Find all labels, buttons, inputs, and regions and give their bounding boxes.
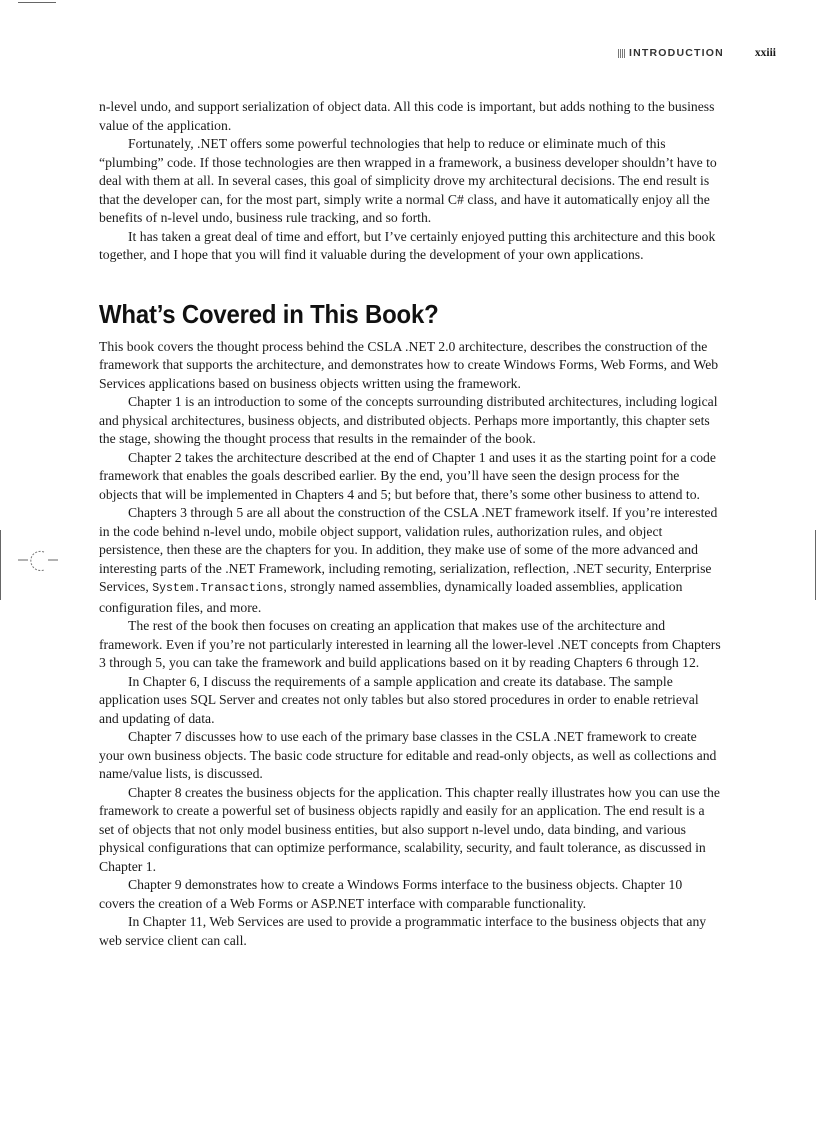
section-paragraph-chapter-6: In Chapter 6, I discuss the requirements of a sample application and create its database. The sample application uses SQL Server and creates not only tables but also stored procedures in order to enable retrieval and updating of data. bbox=[99, 673, 699, 726]
crop-mark-left-edge bbox=[0, 530, 1, 600]
page-body bbox=[99, 98, 721, 950]
running-head-marker-icon bbox=[618, 49, 626, 58]
chapters-3-5-text-before: Chapters 3 through 5 are all about the construction of the CSLA .NET framework itself. If you’re interested in the code behind n-level undo, mobile object support, validation rules, authorization rules, and object persistence, then these are the chapters for you. In addition, they make use of some of the more advanced and interesting parts of the .NET Framework, including remoting, serialization, reflection, .NET security, Enterprise Services, bbox=[99, 505, 718, 594]
section-paragraph-chapter-2: Chapter 2 takes the architecture described at the end of Chapter 1 and uses it as the starting point for a code framework that enables the goals described earlier. By the end, you’ll have seen the design process for the objects that will be implemented in Chapters 4 and 5; but before that, there’s some other business to attend to. bbox=[99, 449, 716, 502]
section-paragraph-rest-of-book: The rest of the book then focuses on creating an application that makes use of the architecture and framework. Even if you’re not particularly interested in learning all the lower-level .NET concepts from Chapters 3 through 5, you can take the framework and build applications based on it by reading Chapters 6 through 12. bbox=[99, 618, 721, 670]
section-paragraph-1: This book covers the thought process behind the CSLA .NET 2.0 architecture, describes the construction of the framework that supports the architecture, and demonstrates how to create Windows Forms, Web Forms, and Web Services applications based on business objects written using the framework. bbox=[99, 338, 719, 391]
page-number: xxiii bbox=[754, 47, 776, 59]
inline-code-system-transactions: System.Transactions bbox=[152, 582, 284, 595]
section-paragraph-chapter-8: Chapter 8 creates the business objects for the application. This chapter really illustrates how you can use the framework to create a powerful set of business objects rapidly and easily for an application. The end result is a set of objects that not only model business entities, but also support n-level undo, data binding, and various physical configurations that can optimize performance, scalability, security, and fault tolerance, as discussed in Chapter 1. bbox=[99, 784, 720, 874]
intro-paragraph-3: It has taken a great deal of time and effort, but I’ve certainly enjoyed putting this architecture and this book together, and I hope that you will find it valuable during the development of your own applications. bbox=[99, 228, 716, 262]
running-head-section: INTRODUCTION bbox=[629, 47, 724, 59]
section-paragraph-chapter-7: Chapter 7 discusses how to use each of the primary base classes in the CSLA .NET framework to create your own business objects. The basic code structure for editable and read-only objects, as well as collections and name/value lists, is discussed. bbox=[99, 729, 717, 781]
chapters-3-5-text-after: , strongly named assemblies, dynamically loaded assemblies, application configuration files, and more. bbox=[99, 579, 683, 615]
intro-paragraph-1: n-level undo, and support serialization of object data. All this code is important, but adds nothing to the business value of the application. bbox=[99, 99, 715, 133]
section-paragraph-chapter-1: Chapter 1 is an introduction to some of the concepts surrounding distributed architectures, including logical and physical architectures, business objects, and distributed objects. Perhaps more importantly, this chapter sets the stage, showing the thought process that results in the remainder of the book. bbox=[99, 394, 718, 446]
running-head bbox=[618, 45, 776, 61]
crop-mark-top-left bbox=[18, 2, 56, 3]
section-heading: What’s Covered in This Book? bbox=[99, 298, 439, 329]
intro-paragraph-2: Fortunately, .NET offers some powerful technologies that help to reduce or eliminate much of this “plumbing” code. If those technologies are then wrapped in a framework, a business developer shouldn’t have to deal with them at all. In several cases, this goal of simplicity drove my architectural decisions. The end result is that the developer can, for the most part, simply write a normal C# class, and have it automatically enjoy all the benefits of n-level undo, business rule tracking, and so forth. bbox=[99, 136, 717, 225]
section-paragraph-chapters-3-5 bbox=[99, 504, 721, 617]
section-paragraph-chapter-11: In Chapter 11, Web Services are used to provide a programmatic interface to the business objects that any web service client can call. bbox=[99, 914, 707, 948]
registration-mark-icon bbox=[14, 548, 62, 576]
section-paragraph-chapters-9-10: Chapter 9 demonstrates how to create a Windows Forms interface to the business objects. Chapter 10 covers the creation of a Web Forms or ASP.NET interface with comparable functionality. bbox=[99, 877, 683, 911]
